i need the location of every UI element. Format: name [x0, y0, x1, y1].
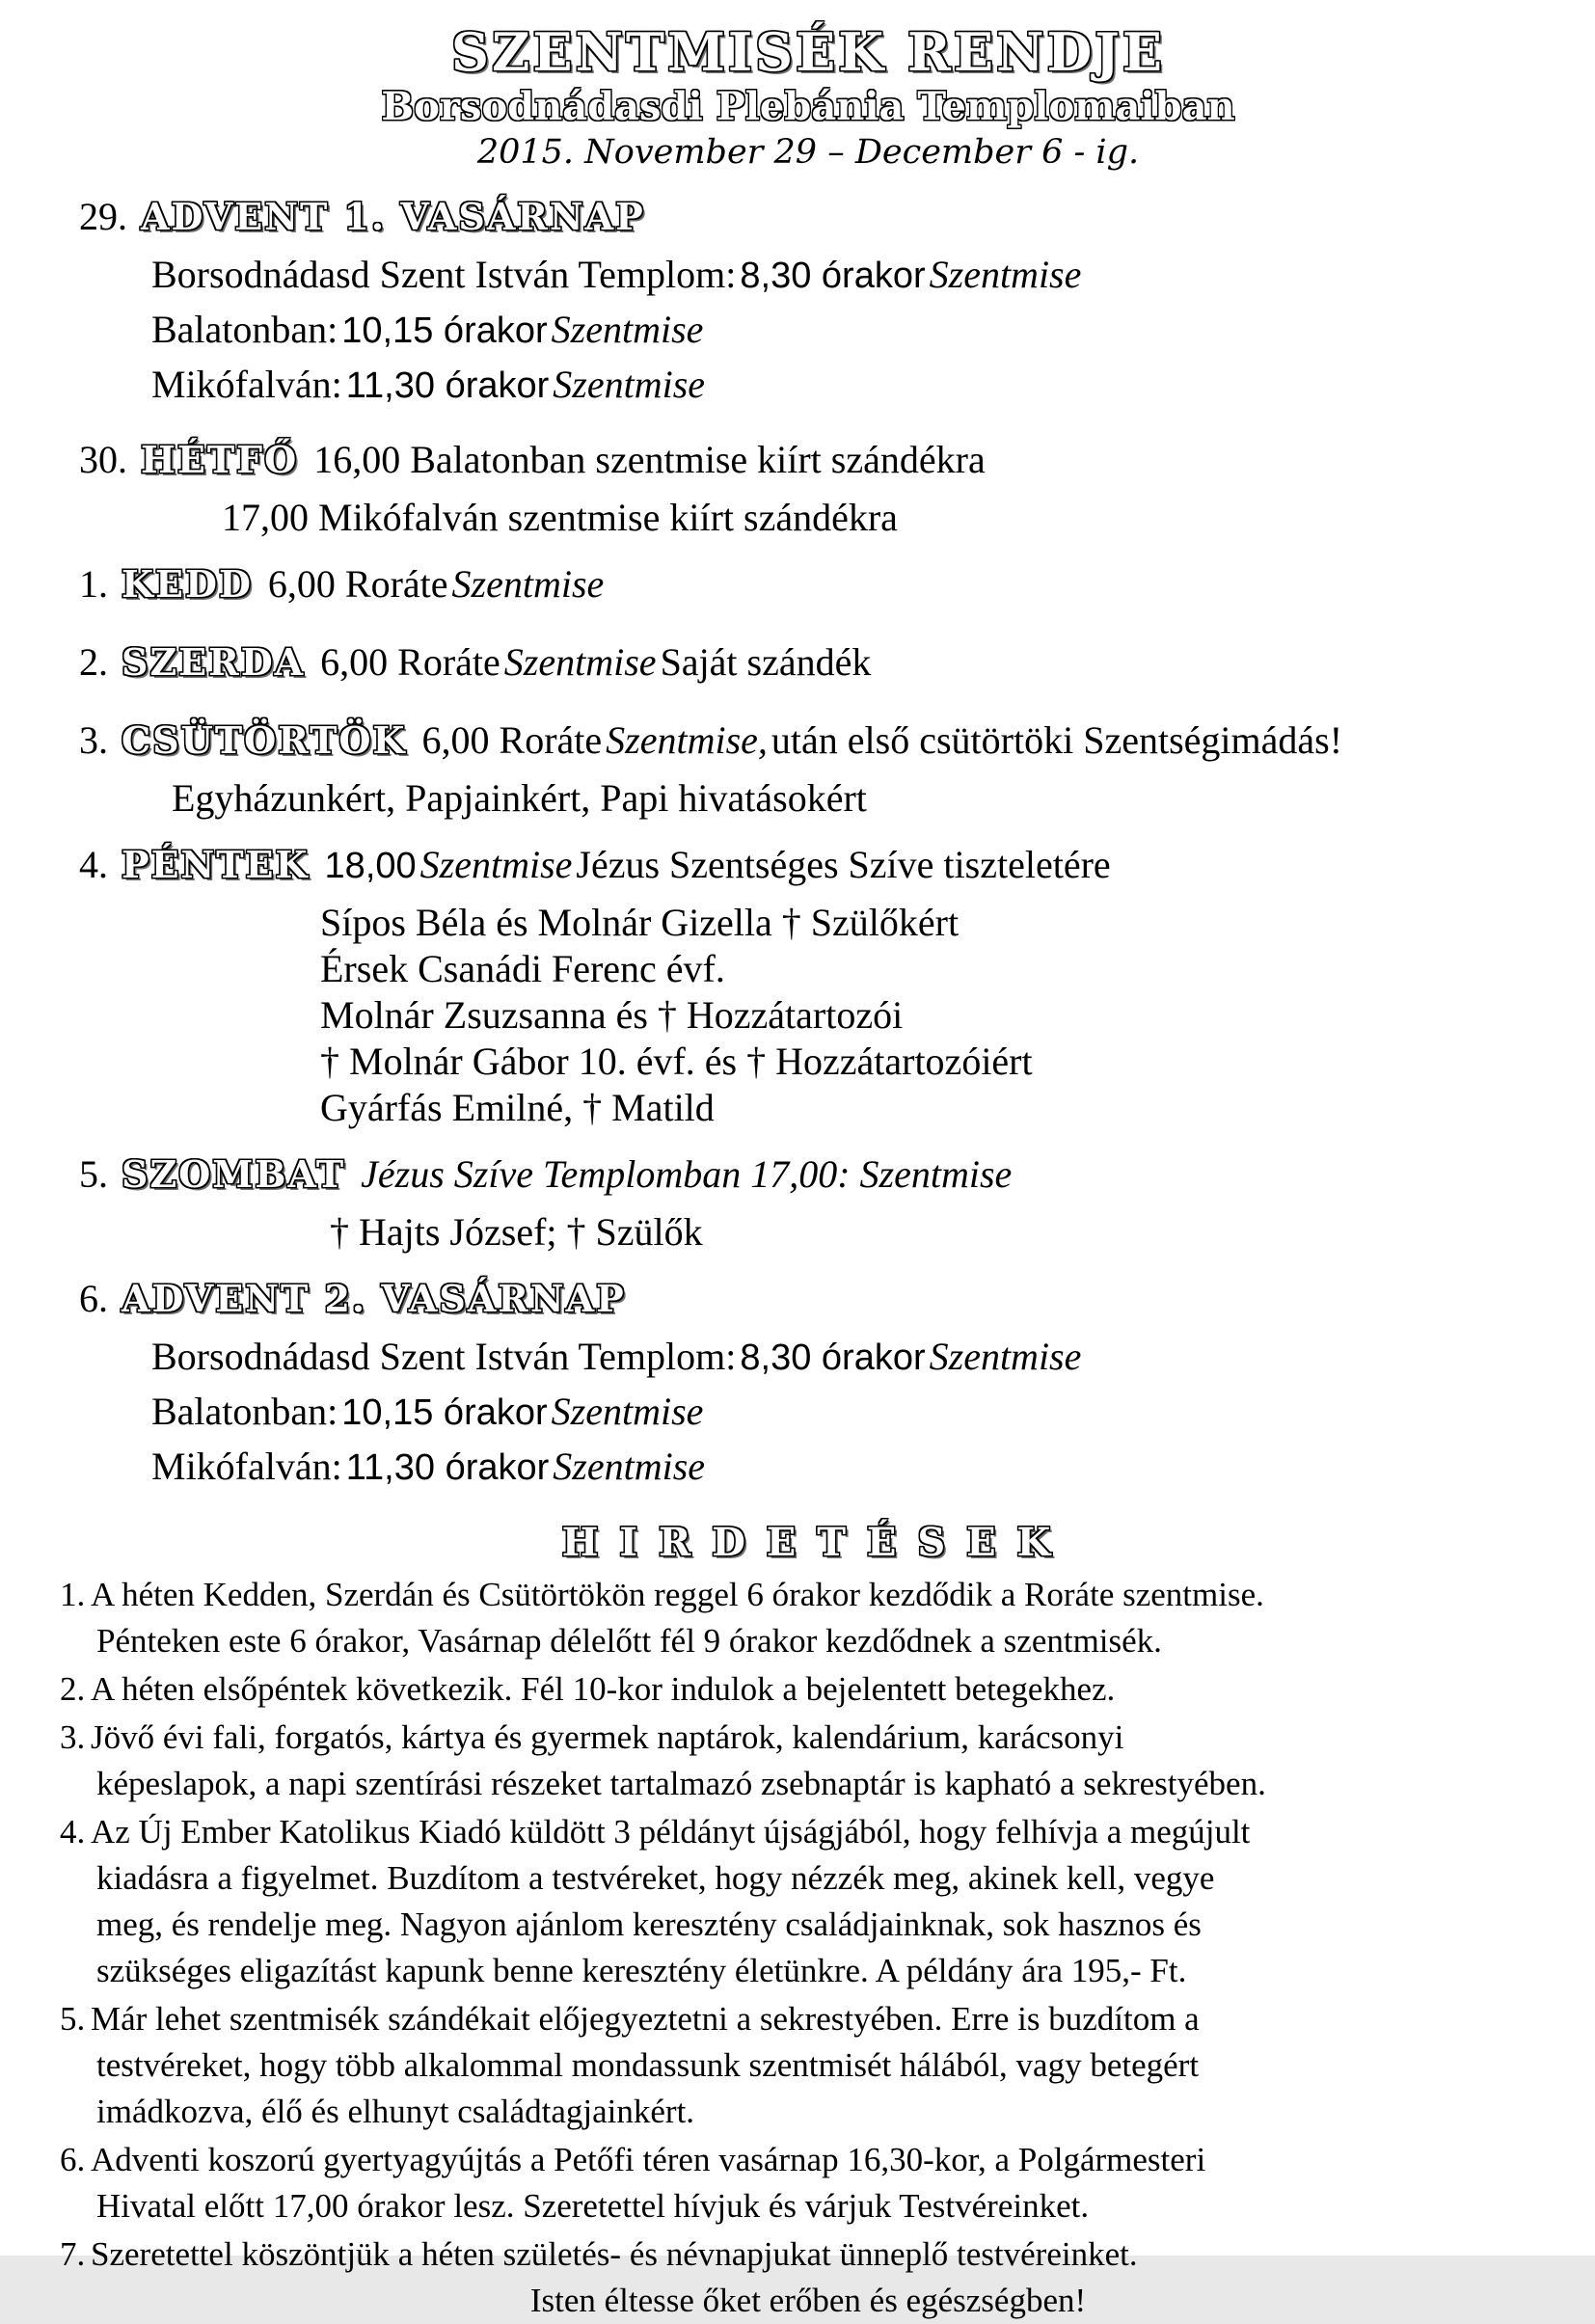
- mass-type: Szentmise: [553, 1445, 706, 1488]
- announcement-item: [60, 2137, 1556, 2229]
- day-heading: [79, 715, 1556, 775]
- intention-line: † Hajts József; † Szülők: [330, 1210, 703, 1254]
- announcement-line: [60, 2231, 1556, 2278]
- day-name: PÉNTEK: [122, 843, 310, 886]
- date-range: 2015. November 29 – December 6 - ig.: [476, 133, 1140, 172]
- mass-schedule: [60, 191, 1556, 1499]
- day-thursday: [60, 715, 1556, 822]
- day-number: 29.: [79, 195, 127, 238]
- announcement-number: 5.: [60, 2000, 86, 2038]
- day-heading: [79, 558, 1556, 619]
- announcement-number: 4.: [60, 1813, 86, 1851]
- announcement-number: 7.: [60, 2235, 86, 2273]
- mass-note: után első csütörtöki Szentségimádás!: [770, 718, 1343, 762]
- mass-detail: Jézus Szíve Templomban 17,00: Szentmise: [361, 1152, 1013, 1196]
- announcement-item: [60, 1572, 1556, 1664]
- mass-lines: [151, 1334, 1556, 1499]
- day-advent2-sunday: [60, 1273, 1556, 1499]
- mass-time: 18,00: [324, 846, 417, 886]
- mass-line: [151, 307, 1556, 362]
- day-name: HÉTFŐ: [141, 438, 299, 481]
- mass-note: Jézus Szentséges Szíve tiszteletére: [576, 843, 1111, 886]
- mass-type: Szentmise: [551, 1390, 704, 1433]
- mass-type: Szentmise: [929, 253, 1082, 296]
- day-saturday: [60, 1148, 1556, 1256]
- header: [60, 21, 1556, 174]
- mass-time: 11,30 órakor: [345, 1447, 550, 1488]
- intention-line: Sípos Béla és Molnár Gizella † Szülőkért: [320, 901, 960, 944]
- mass-type: Szentmise: [551, 308, 704, 351]
- day-heading: [79, 839, 1556, 900]
- mass-time: 10,15 órakor: [341, 1392, 548, 1433]
- mass-lines: [151, 252, 1556, 417]
- intention-line: † Molnár Gábor 10. évf. és † Hozzátartozóiért: [320, 1040, 1033, 1083]
- day-number: 2.: [79, 640, 108, 684]
- announcement-line: Hivatal előtt 17,00 órakor lesz. Szeretettel hívjuk és várjuk Testvéreinket.: [96, 2187, 1090, 2225]
- day-monday: [60, 434, 1556, 541]
- mass-line: [151, 252, 1556, 307]
- mass-type: Szentmise: [929, 1335, 1082, 1378]
- announcement-line: meg, és rendelje meg. Nagyon ajánlom keresztény családjainknak, sok hasznos és: [96, 1905, 1202, 1943]
- announcement-number: 3.: [60, 1718, 86, 1756]
- announcement-item: [60, 1809, 1556, 1994]
- day-advent1-sunday: [60, 191, 1556, 417]
- announcement-line: kiadásra a figyelmet. Buzdítom a testvéreket, hogy nézzék meg, akinek kell, vegye: [96, 1859, 1215, 1897]
- mass-time: 6,00 Roráte: [267, 562, 448, 606]
- mass-time: 8,30 órakor: [740, 1338, 926, 1378]
- day-name: ADVENT 2. VASÁRNAP: [122, 1277, 626, 1320]
- announcement-line: imádkozva, élő és elhunyt családtagjainkért.: [96, 2093, 695, 2130]
- announcement-line: képeslapok, a napi szentírási részeket tartalmazó zsebnaptár is kapható a sekrestyében.: [96, 1765, 1266, 1802]
- day-friday: [60, 839, 1556, 1131]
- day-tuesday: [60, 558, 1556, 619]
- day-number: 30.: [79, 438, 127, 481]
- announcement-text: Szeretettel köszöntjük a héten születés- és névnapjukat ünneplő testvéreinket.: [91, 2235, 1138, 2273]
- mass-intention: Saját szándék: [660, 640, 872, 684]
- day-heading: [79, 191, 1556, 252]
- mass-line: [151, 1334, 1556, 1389]
- mass-intention-line: Egyházunkért, Papjainkért, Papi hivatásokért: [172, 776, 867, 820]
- announcement-line: [60, 1666, 1556, 1713]
- mass-line: [151, 1444, 1556, 1499]
- day-name: SZOMBAT: [122, 1152, 346, 1196]
- announcement-line: [60, 1572, 1556, 1618]
- announcements-list: [60, 1572, 1556, 2324]
- day-name: CSÜTÖRTÖK: [122, 718, 407, 762]
- announcement-text: A héten Kedden, Szerdán és Csütörtökön reggel 6 órakor kezdődik a Roráte szentmise.: [91, 1576, 1264, 1613]
- page-subtitle: Borsodnádasdi Plebánia Templomaiban: [381, 84, 1235, 129]
- day-heading: [79, 1148, 1556, 1209]
- day-number: 6.: [79, 1277, 108, 1320]
- announcement-line: [60, 2137, 1556, 2183]
- mass-line: [151, 362, 1556, 417]
- announcement-number: 1.: [60, 1576, 86, 1613]
- announcement-item: [60, 1715, 1556, 1807]
- mass-type: Szentmise: [553, 363, 706, 406]
- mass-place: Balatonban:: [151, 308, 338, 351]
- announcement-number: 2.: [60, 1670, 86, 1708]
- mass-detail: 16,00 Balatonban szentmise kiírt szándékra: [313, 438, 986, 481]
- mass-place: Mikófalván:: [151, 1445, 342, 1488]
- announcement-text: Már lehet szentmisék szándékait előjegyeztetni a sekrestyében. Erre is buzdítom a: [91, 2000, 1200, 2038]
- closing-blessing: Isten éltesse őket erőben és egészségben!: [529, 2282, 1087, 2319]
- announcement-item: [60, 1666, 1556, 1713]
- mass-type: Szentmise: [419, 843, 573, 886]
- day-number: 4.: [79, 843, 108, 886]
- day-number: 1.: [79, 562, 108, 606]
- intention-list: [320, 900, 1556, 1131]
- day-heading: [79, 1273, 1556, 1334]
- day-number: 5.: [79, 1152, 108, 1196]
- announcement-number: 6.: [60, 2141, 86, 2178]
- intention-line: Gyárfás Emilné, † Matild: [320, 1086, 715, 1129]
- mass-type: Szentmise: [451, 562, 605, 606]
- announcement-item: [60, 1996, 1556, 2135]
- intention-line: Érsek Csanádi Ferenc évf.: [320, 947, 725, 990]
- mass-detail-line: 17,00 Mikófalván szentmise kiírt szándékra: [222, 496, 898, 539]
- announcement-text: Jövő évi fali, forgatós, kártya és gyermek naptárok, kalendárium, karácsonyi: [91, 1718, 1124, 1756]
- announcement-text: Az Új Ember Katolikus Kiadó küldött 3 példányt újságjából, hogy felhívja a megújult: [91, 1813, 1251, 1851]
- mass-line: [151, 1389, 1556, 1444]
- day-name: SZERDA: [122, 640, 306, 684]
- mass-type: Szentmise,: [606, 718, 768, 762]
- announcement-text: Adventi koszorú gyertyagyújtás a Petőfi téren vasárnap 16,30-kor, a Polgármesteri: [91, 2141, 1206, 2178]
- mass-time: 11,30 órakor: [345, 365, 550, 406]
- announcement-line: szükséges eligazítást kapunk benne keresztény életünkre. A példány ára 195,- Ft.: [96, 1952, 1187, 1989]
- mass-time: 6,00 Roráte: [421, 718, 603, 762]
- day-heading: [79, 636, 1556, 697]
- mass-place: Borsodnádasd Szent István Templom:: [151, 253, 737, 296]
- announcement-line: [60, 1809, 1556, 1855]
- mass-type: Szentmise: [503, 640, 657, 684]
- page-title: SZENTMISÉK RENDJE: [451, 21, 1165, 83]
- mass-time: 10,15 órakor: [341, 311, 548, 351]
- announcement-line: [60, 1996, 1556, 2042]
- day-name: KEDD: [122, 562, 253, 606]
- day-heading: [79, 434, 1556, 495]
- mass-time: 6,00 Roráte: [320, 640, 500, 684]
- announcement-line: Pénteken este 6 órakor, Vasárnap délelőtt fél 9 órakor kezdődnek a szentmisék.: [96, 1622, 1162, 1660]
- day-number: 3.: [79, 718, 108, 762]
- mass-place: Mikófalván:: [151, 363, 342, 406]
- mass-place: Borsodnádasd Szent István Templom:: [151, 1335, 737, 1378]
- announcement-line: [60, 1715, 1556, 1761]
- mass-place: Balatonban:: [151, 1390, 338, 1433]
- day-wednesday: [60, 636, 1556, 697]
- day-name: ADVENT 1. VASÁRNAP: [141, 195, 645, 238]
- announcements-heading: H I R D E T É S E K: [561, 1520, 1055, 1565]
- intention-line: Molnár Zsuzsanna és † Hozzátartozói: [320, 993, 904, 1037]
- announcement-line: testvéreket, hogy több alkalommal mondassunk szentmisét hálából, vagy betegért: [96, 2046, 1200, 2084]
- mass-time: 8,30 órakor: [740, 256, 926, 296]
- announcement-item: [60, 2231, 1556, 2278]
- announcement-text: A héten elsőpéntek következik. Fél 10-kor indulok a bejelentett betegekhez.: [91, 1670, 1116, 1708]
